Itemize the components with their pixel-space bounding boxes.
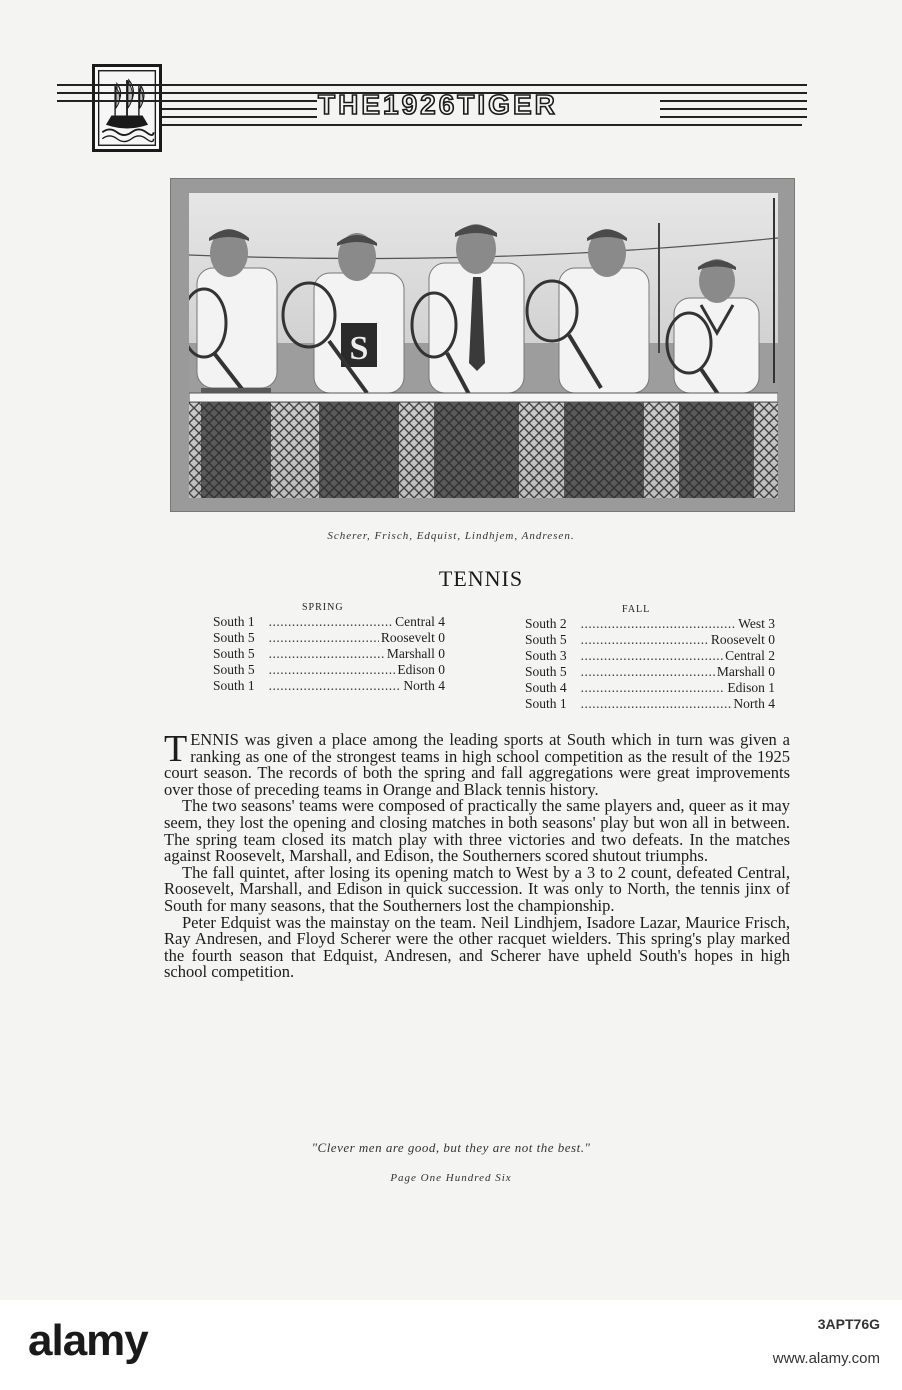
score-opponent: Roosevelt 0 bbox=[380, 630, 445, 645]
leader-dots bbox=[581, 616, 737, 632]
score-opponent: North 4 bbox=[403, 678, 445, 693]
header-rule bbox=[660, 116, 807, 118]
score-opponent: Marshall 0 bbox=[386, 646, 445, 661]
section-title: TENNIS bbox=[438, 566, 524, 591]
header-rule bbox=[57, 84, 807, 86]
score-opponent: Edison 0 bbox=[397, 662, 445, 677]
score-home: South 2 bbox=[525, 616, 567, 631]
image-id: 3APT76G bbox=[817, 1316, 880, 1332]
leader-dots bbox=[269, 662, 396, 678]
page-quote: "Clever men are good, but they are not the best." bbox=[311, 1140, 591, 1155]
fall-season-label: FALL bbox=[622, 604, 651, 615]
score-row bbox=[213, 678, 445, 694]
spring-score-list bbox=[213, 614, 445, 694]
score-opponent: Edison 1 bbox=[727, 680, 775, 695]
score-opponent: West 3 bbox=[738, 616, 775, 631]
team-photo bbox=[189, 193, 778, 498]
article-body bbox=[164, 728, 790, 982]
spring-season-label: SPRING bbox=[302, 602, 344, 613]
score-row bbox=[525, 616, 775, 632]
score-opponent: Central 2 bbox=[725, 648, 775, 663]
article-paragraph: The two seasons' teams were composed of practically the same players and, queer as it may seem, they lost the opening and closing matches in both seasons' play but won all in between. The spring team closed its match play with three victories and two defeats. In the matches against Roosevelt, Marshall, and Edison, the Southerners scored shutout triumphs. bbox=[164, 796, 790, 866]
score-opponent: North 4 bbox=[733, 696, 775, 711]
ship-emblem-icon bbox=[92, 64, 162, 152]
page-number: Page One Hundred Six bbox=[390, 1172, 512, 1184]
score-home: South 1 bbox=[213, 678, 255, 693]
alamy-logo: alamy bbox=[28, 1316, 148, 1365]
score-row bbox=[213, 614, 445, 630]
score-home: South 5 bbox=[213, 646, 255, 661]
leader-dots bbox=[269, 614, 393, 630]
score-home: South 5 bbox=[525, 664, 567, 679]
fall-score-list bbox=[525, 616, 775, 712]
score-home: South 1 bbox=[525, 696, 567, 711]
leader-dots bbox=[269, 646, 385, 662]
score-home: South 5 bbox=[213, 630, 255, 645]
leader-dots bbox=[581, 632, 709, 648]
drop-cap: T bbox=[164, 728, 188, 770]
score-row bbox=[213, 630, 445, 646]
score-row bbox=[525, 632, 775, 648]
article-paragraph: The fall quintet, after losing its opening match to West by a 3 to 2 count, defeated Central, Roosevelt, Marshall, and Edison in quick succession. It was only to North, the tennis jinx of South for many seasons, that the Southerners lost the championship. bbox=[164, 862, 790, 915]
score-home: South 4 bbox=[525, 680, 567, 695]
article-paragraph bbox=[164, 728, 790, 799]
svg-text:S: S bbox=[349, 330, 369, 367]
paragraph-text: ENNIS was given a place among the leading sports at South which in turn was given a ranking as one of the strongest teams in high school competition as the result of the 1925 court season. The records of both the spring and fall aggregations were great improvements over those of preceding teams in Orange and Black tennis history. bbox=[164, 730, 790, 799]
yearbook-title: THE1926TIGER bbox=[318, 89, 558, 120]
leader-dots bbox=[581, 648, 723, 664]
leader-dots bbox=[269, 630, 379, 646]
photo-frame bbox=[170, 178, 795, 512]
score-row bbox=[213, 662, 445, 678]
score-row bbox=[525, 648, 775, 664]
header-rule bbox=[162, 124, 802, 126]
score-row bbox=[525, 680, 775, 696]
header-rule bbox=[162, 116, 317, 118]
score-opponent: Marshall 0 bbox=[716, 664, 775, 679]
leader-dots bbox=[269, 678, 402, 694]
score-row bbox=[213, 646, 445, 662]
watermark-url[interactable]: www.alamy.com bbox=[772, 1350, 880, 1367]
score-row bbox=[525, 664, 775, 680]
score-home: South 5 bbox=[525, 632, 567, 647]
score-opponent: Roosevelt 0 bbox=[710, 632, 775, 647]
header-rule bbox=[57, 100, 317, 102]
header-rule bbox=[660, 108, 807, 110]
leader-dots bbox=[581, 664, 715, 680]
score-home: South 3 bbox=[525, 648, 567, 663]
article-paragraph: Peter Edquist was the mainstay on the team. Neil Lindhjem, Isadore Lazar, Maurice Frisch, Ray Andresen, and Floyd Scherer were the other racquet wielders. This spring's play marked the fourth season that Edquist, Andresen, and Scherer have upheld South's hopes in high school competition. bbox=[164, 912, 790, 982]
leader-dots bbox=[581, 696, 732, 712]
score-home: South 5 bbox=[213, 662, 255, 677]
score-opponent: Central 4 bbox=[395, 614, 445, 629]
score-row bbox=[525, 696, 775, 712]
leader-dots bbox=[581, 680, 726, 696]
photo-caption: Scherer, Frisch, Edquist, Lindhjem, Andresen. bbox=[327, 530, 575, 542]
header-rule bbox=[162, 108, 317, 110]
header-rule bbox=[660, 100, 807, 102]
score-home: South 1 bbox=[213, 614, 255, 629]
